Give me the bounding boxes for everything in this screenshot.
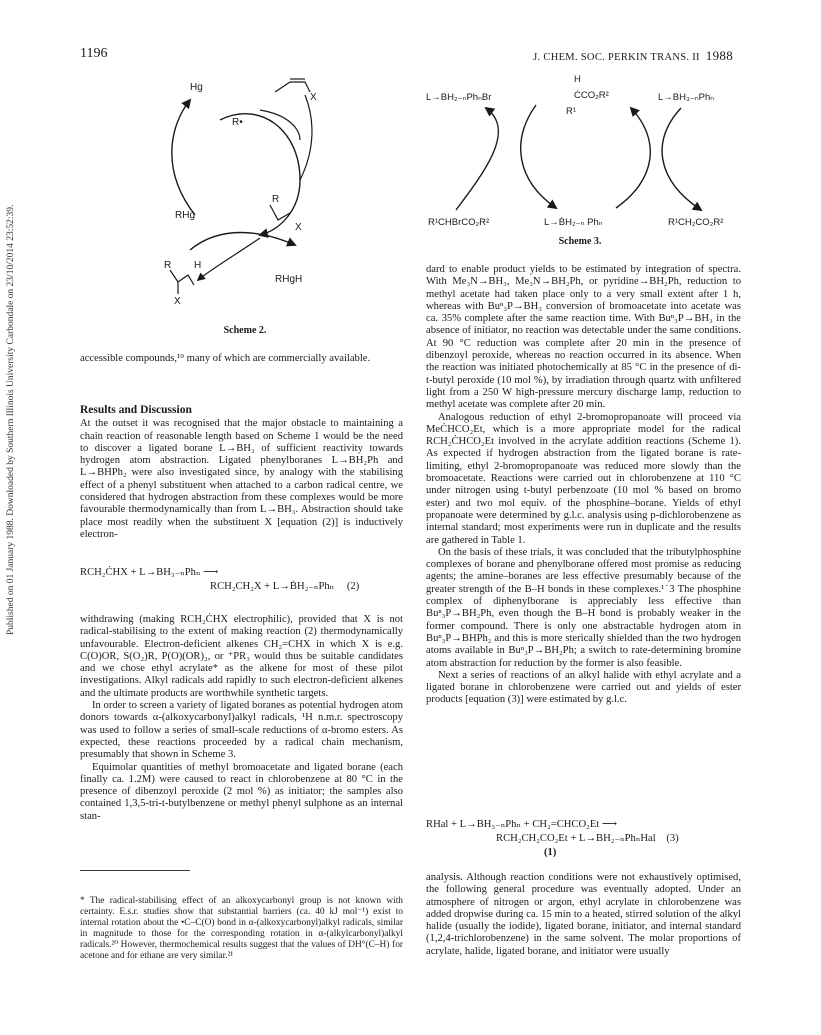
- arrow-radical-formation: [521, 105, 556, 208]
- x-top-label: X: [310, 92, 317, 103]
- right-paragraph-1: dard to enable product yields to be estimated by integration of spectra. With Me₃N→BH₃, Me₃N→BH₂Ph, or pyridine→BH₂Ph, reduction to methyl acetate had taken place only to a very small extent after 1 h, whereas with Buⁿ₃P→BH₃ conversion of bromoacetate into acetate was ca. 35% complete after the same reaction time. With Buⁿ₃P→BH₃ in the absence of initiator, no reaction was detectable under the same conditions. At 90 °C reduction was complete after 20 min in the presence of dibenzoyl peroxide, whereas no reaction occurred in its absence. When the reaction was initiated photochemically at 85 °C in the presence of di-t-butyl peroxide (10 mol %), by irradiation through quartz with unfiltered light from a 250 W high-pressure mercury discharge lamp, reduction to methyl acetate was complete after 20 min.: [426, 264, 741, 411]
- rhg-label: RHg: [175, 210, 196, 221]
- product-structure: [170, 270, 194, 285]
- arrow-br-abstraction: [456, 108, 498, 210]
- r1-top-label: R¹: [566, 106, 577, 117]
- x-mid-label: X: [295, 222, 302, 233]
- download-watermark: Published on 01 January 1988. Downloaded by Southern Illinois University Carbondale on 23/10/2014 23:52:39.: [6, 204, 16, 636]
- results-paragraph-4: Equimolar quantities of methyl bromoacetate and ligated borane (each finally ca. 1.2M) were caused to react in chlorobenzene at 80 °C in the presence of dibenzoyl peroxide (2 mol %) as initiator; the samples also contained 1,3,5-tri-t-butylbenzene or methyl phenyl sulphone as an internal stan-: [80, 761, 403, 822]
- boryl-radical-label: L→ḂH₂₋ₙ Phₙ: [544, 217, 603, 228]
- borane-br-label: L→BH₂₋ₙPhₙBr: [426, 92, 492, 103]
- journal-name: J. CHEM. SOC. PERKIN TRANS. II: [533, 52, 700, 63]
- equation-3: [426, 818, 741, 860]
- scheme-2-diagram: [150, 70, 400, 307]
- arrow-h-abstraction: [616, 108, 650, 208]
- radical-center-label: ĊCO₂R²: [574, 90, 609, 101]
- right-paragraph-2: Analogous reduction of ethyl 2-bromopropanoate will proceed via MeĊHCO₂Et, which is a more appropriate model for the radical RCH₂ĊHCO₂Et involved in the acrylate addition reactions (Scheme 1). As expected if hydrogen abstraction from the ligated borane is rate-limiting, ethyl 2-bromopropanoate was reduced more slowly than the bromoacetate. Reactions were carried out in chlorobenzene at 110 °C under nitrogen using t-butyl perbenzoate (10 mol % based on bromo ester) and two mol equiv. of the phosphine–borane. Yields of ethyl propanoate were determined by g.l.c. analysis using p-dichlorobenzene as internal standard; most experiments were run in duplicate and the results are gathered in Table 1.: [426, 411, 741, 546]
- arrow-h-transfer: [190, 233, 295, 251]
- footnote: * The radical-stabilising effect of an alkoxycarbonyl group is not known with certainty. E.s.r. studies show that substantial barriers (ca. 40 kJ mol⁻¹) exist to internal rotation about the •C–C(O) bond in α-(alkoxycarbonyl)alkyl radicals, similar in magnitude to those for the corresponding rotation in α-(alkylcarbonyl)alkyl radicals.²⁰ However, thermochemical results suggest that the values of DH°(C–H) for acetone and for ethane are very similar.²¹: [80, 896, 403, 961]
- scheme-3-diagram: [426, 70, 746, 235]
- footnote-rule: [80, 870, 190, 871]
- equation-2-line-2: RCH₂CH₂X + L→ḂH₂₋ₙPhₙ: [210, 581, 335, 592]
- x-product-label: X: [174, 296, 181, 307]
- rhgh-label: RHgH: [275, 274, 303, 285]
- right-paragraph-4: Next a series of reactions of an alkyl halide with ethyl acrylate and a ligated borane in chlorobenzene were carried out and yields of ester products [equation (3)] were estimated by g.l.c.: [426, 669, 741, 706]
- bromo-ester-label: R¹CHBrCO₂R²: [428, 217, 490, 228]
- section-heading: Results and Discussion: [80, 404, 192, 416]
- right-column-body: [426, 264, 741, 707]
- equation-2-line-1: RCH₂ĊHX + L→BH₃₋ₙPhₙ ⟶: [80, 567, 219, 578]
- intro-paragraph: accessible compounds,¹⁹ many of which are commercially available.: [80, 353, 371, 364]
- h-product-label: H: [194, 260, 202, 271]
- right-paragraph-3: On the basis of these trials, it was concluded that the tributylphosphine complexes of borane and phenylborane offered most promise as reducing agents; the amine–boranes are less effective presumably because of the greater strength of the B–H bonds in these complexes.¹˙3 The phosphine complex of diphenylborane is appreciably less effective than Buⁿ₃P→BH₂Ph, even though the B–H bond is probably weaker in the former compound. There is only one abstractable hydrogen atom in Buⁿ₃P→BHPh₂ and this is more sterically shielded than the two hydrogen atoms available in Buⁿ₃P→BH₂Ph; a switch to rate-determining bromine atom abstraction for reduction by the former is also feasible.: [426, 546, 741, 669]
- left-column-results: [80, 404, 403, 541]
- right-column-continued: [426, 872, 741, 958]
- page-number: 1196: [80, 46, 108, 61]
- arrow-ester-formation: [662, 108, 701, 210]
- journal-header: [533, 48, 733, 64]
- arrow-hg-release: [172, 100, 195, 215]
- alkene-structure: [275, 82, 310, 92]
- left-column-body: [80, 614, 403, 823]
- r-mid-label: R: [272, 194, 280, 205]
- h-top-label: H: [574, 74, 581, 85]
- journal-year: 1988: [705, 48, 733, 63]
- equation-2: [80, 566, 403, 594]
- results-paragraph-2: withdrawing (making RCH₂ĊHX electrophilic), provided that X is not radical-stabilising to the extent of making reaction (2) thermodynamically unfavourable. Electron-deficient alkenes CH₂=CHX in which X is e.g. C(O)OR, S(O₂)R, P(O)(OR)₂, or ⁺PR₃ would thus be suitable candidates and we chose ethyl acrylate* as the alkene for most of these pilot investigations. Alkyl radicals add rapidly to such electron-deficient alkenes and the ultimate products are worthwhile synthetic targets.: [80, 614, 403, 699]
- left-column-intro: [80, 353, 403, 365]
- equation-2-number: (2): [346, 581, 360, 592]
- equation-3-number: (3): [666, 833, 679, 844]
- scheme-3-caption: Scheme 3.: [558, 236, 602, 247]
- results-paragraph-1: At the outset it was recognised that the major obstacle to maintaining a chain reaction of reasonable length based on Scheme 1 would be the need to discover a ligated borane L→BH₃ of sufficient reactivity towards hydrogen atom abstraction. Ligated phenylboranes L→BH₂Ph and L→BHPh₂ were also investigated since, by analogy with the stabilising effect of a phenyl substituent when attached to a carbon radical centre, we considered that hydrogen abstraction from these complexes would be more favourable thermodynamically than from L→BH₃. Abstraction should take place most readily when the substituent X [equation (2)] is inductively electron-: [80, 418, 403, 540]
- hg-label: Hg: [190, 82, 203, 93]
- scheme-2-caption: Scheme 2.: [223, 325, 267, 336]
- arrow-radical-addition: [220, 114, 300, 235]
- right-paragraph-5: analysis. Although reaction conditions were not exhaustively optimised, the following general procedure was eventually adopted. Under an atmosphere of nitrogen or argon, ethyl acrylate in chlorobenzene was added dropwise during ca. 15 min to a heated, stirred solution of the alkyl halide (usually the iodide), ligated borane, initiator, and internal standard (1,2,4-trichlorobenzene) in the same solvent. The molar proportions of acrylate, halide, ligated borane, and initiator were usually: [426, 872, 741, 957]
- equation-3-compound-label: (1): [544, 847, 557, 858]
- r-product-label: R: [164, 260, 172, 271]
- equation-3-line-1: RHal + L→BH₃₋ₙPhₙ + CH₂=CHCO₂Et ⟶: [426, 819, 618, 830]
- ester-product-label: R¹CH₂CO₂R²: [668, 217, 724, 228]
- results-paragraph-3: In order to screen a variety of ligated boranes as potential hydrogen atom donors towards α-(alkoxycarbonyl)alkyl radicals, ¹H n.m.r. spectroscopy was used to follow a series of small-scale reductions of α-bromo esters. As expected, these reactions proceeded by a radical chain mechanism, presumably that shown in Scheme 3.: [80, 700, 403, 761]
- equation-3-line-2: RCH₂CH₂CO₂Et + L→BH₂₋ₙPhₙHal: [496, 833, 656, 844]
- borane-right-label: L→BH₃₋ₙPhₙ: [658, 92, 715, 103]
- r-radical-label: R•: [232, 117, 243, 128]
